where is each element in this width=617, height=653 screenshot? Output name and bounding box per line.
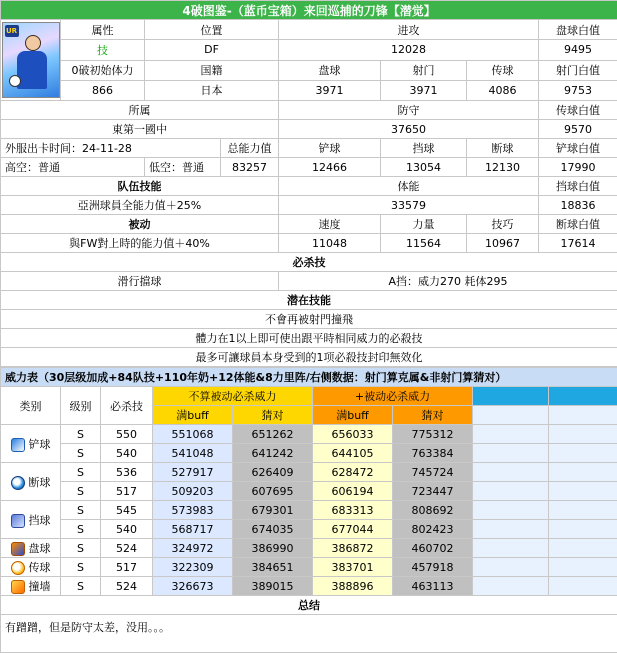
skill-value: 540: [101, 520, 153, 539]
guess-passive-value: 763384: [393, 444, 473, 463]
guess-passive-value: 463113: [393, 577, 473, 596]
extra-cell: [549, 577, 617, 596]
value-team: 東第一國中: [1, 120, 279, 139]
block-icon: [11, 514, 25, 528]
rank: S: [61, 577, 101, 596]
value-power: 11564: [381, 234, 467, 253]
value-stamina: 33579: [279, 196, 539, 215]
category-wall: 撞墙: [1, 577, 61, 596]
player-card: [1, 20, 61, 101]
skill-value: 524: [101, 539, 153, 558]
value-dribble-white: 9495: [539, 40, 617, 60]
player-card-image: [2, 22, 60, 98]
low-ball: 低空：普通: [145, 158, 221, 177]
label-team-skill: 队伍技能: [1, 177, 279, 196]
label-dribble: 盘球: [279, 60, 381, 80]
label-shoot: 射门: [381, 60, 467, 80]
full-buff-passive-value: 683313: [313, 501, 393, 520]
extra-cell: [549, 539, 617, 558]
label-block-white: 挡球白值: [539, 177, 617, 196]
extra-cell: [549, 482, 617, 501]
value-intercept: 12130: [467, 158, 539, 177]
skill-value: 524: [101, 577, 153, 596]
label-initial-stamina: 0破初始体力: [61, 60, 145, 80]
latent-header: 潜在技能: [1, 291, 617, 310]
category-tackle: 铲球: [1, 425, 61, 463]
col-extra-1: [473, 387, 549, 406]
label-total: 总能力值: [221, 139, 279, 158]
rank: S: [61, 501, 101, 520]
power-table-title: 威力表（30层级加成+84队技+110年奶+12体能&8力里阵/右侧数据：射门算克属&非射门算猜对）: [1, 368, 617, 387]
value-tackle-white: 17990: [539, 158, 617, 177]
label-passive: 被动: [1, 215, 279, 234]
rank: S: [61, 425, 101, 444]
full-buff-passive-value: 677044: [313, 520, 393, 539]
col-extra-3: [473, 406, 549, 425]
extra-cell: [473, 577, 549, 596]
skill-value: 540: [101, 444, 153, 463]
extra-cell: [473, 425, 549, 444]
value-dribble: 3971: [279, 80, 381, 100]
col-extra-2: [549, 387, 617, 406]
guess-value: 386990: [233, 539, 313, 558]
label-attribute: 属性: [61, 20, 145, 40]
full-buff-passive-value: 388896: [313, 577, 393, 596]
value-shoot: 3971: [381, 80, 467, 100]
rank: S: [61, 444, 101, 463]
extra-cell: [473, 539, 549, 558]
label-position: 位置: [145, 20, 279, 40]
col-guess-passive: 猜对: [393, 406, 473, 425]
latent-skill: 不會再被射門撞飛: [1, 310, 617, 329]
col-skill: 必杀技: [101, 387, 153, 425]
full-buff-value: 568717: [153, 520, 233, 539]
value-block-white: 18836: [539, 196, 617, 215]
value-shoot-white: 9753: [539, 80, 617, 100]
col-full-buff-passive: 满buff: [313, 406, 393, 425]
extra-cell: [473, 463, 549, 482]
latent-skill: 體力在1以上即可使出跟平時相同威力的必殺技: [1, 329, 617, 348]
label-power: 力量: [381, 215, 467, 234]
col-full-buff: 满buff: [153, 406, 233, 425]
player-head: [25, 35, 41, 51]
category-pass: 传球: [1, 558, 61, 577]
extra-cell: [549, 444, 617, 463]
col-rank: 级别: [61, 387, 101, 425]
label-shoot-white: 射门白值: [539, 60, 617, 80]
label-nationality: 国籍: [145, 60, 279, 80]
rank: S: [61, 558, 101, 577]
guess-passive-value: 775312: [393, 425, 473, 444]
guess-value: 607695: [233, 482, 313, 501]
value-pass: 4086: [467, 80, 539, 100]
extra-cell: [549, 520, 617, 539]
wall-icon: [11, 580, 25, 594]
rank: S: [61, 520, 101, 539]
dribble-icon: [11, 542, 25, 556]
ball-icon: [9, 75, 21, 87]
category-intercept: 断球: [1, 463, 61, 501]
value-technique: 10967: [467, 234, 539, 253]
full-buff-passive-value: 644105: [313, 444, 393, 463]
col-extra-4: [549, 406, 617, 425]
latent-skill: 最多可讓球員本身受到的1项必殺技封印無效化: [1, 348, 617, 367]
guess-passive-value: 723447: [393, 482, 473, 501]
skill-value: 550: [101, 425, 153, 444]
extra-cell: [549, 425, 617, 444]
extra-cell: [473, 501, 549, 520]
value-initial-stamina: 866: [61, 80, 145, 100]
extra-cell: [549, 558, 617, 577]
guess-value: 674035: [233, 520, 313, 539]
full-buff-value: 573983: [153, 501, 233, 520]
col-category: 类别: [1, 387, 61, 425]
value-team-skill: 亞洲球員全能力值＋25%: [1, 196, 279, 215]
guess-value: 389015: [233, 577, 313, 596]
rank: S: [61, 539, 101, 558]
label-technique: 技巧: [467, 215, 539, 234]
skill-value: 517: [101, 482, 153, 501]
extra-cell: [473, 520, 549, 539]
label-block: 挡球: [381, 139, 467, 158]
full-buff-passive-value: 656033: [313, 425, 393, 444]
extra-cell: [549, 463, 617, 482]
guess-passive-value: 745724: [393, 463, 473, 482]
value-position: DF: [145, 40, 279, 60]
summary-text: 有蹭蹭，但是防守太差，没用。。。: [1, 615, 617, 653]
special-detail: A挡：威力270 耗体295: [279, 272, 617, 291]
special-name: 滑行擋球: [1, 272, 279, 291]
full-buff-value: 509203: [153, 482, 233, 501]
power-table: [0, 367, 617, 653]
extra-cell: [473, 444, 549, 463]
rarity-badge: UR: [5, 25, 19, 37]
full-buff-passive-value: 606194: [313, 482, 393, 501]
label-stamina: 体能: [279, 177, 539, 196]
value-passive: 與FW對上時的能力值＋40%: [1, 234, 279, 253]
col-no-passive: 不算被动必杀威力: [153, 387, 313, 406]
rank: S: [61, 463, 101, 482]
full-buff-passive-value: 386872: [313, 539, 393, 558]
value-tackle: 12466: [279, 158, 381, 177]
full-buff-passive-value: 383701: [313, 558, 393, 577]
tackle-icon: [11, 438, 25, 452]
col-guess: 猜对: [233, 406, 313, 425]
label-intercept-white: 断球白值: [539, 215, 617, 234]
value-intercept-white: 17614: [539, 234, 617, 253]
high-ball: 高空：普通: [1, 158, 145, 177]
full-buff-value: 551068: [153, 425, 233, 444]
full-buff-value: 527917: [153, 463, 233, 482]
col-with-passive: +被动必杀威力: [313, 387, 473, 406]
label-tackle-white: 铲球白值: [539, 139, 617, 158]
value-speed: 11048: [279, 234, 381, 253]
guess-value: 651262: [233, 425, 313, 444]
full-buff-value: 326673: [153, 577, 233, 596]
full-buff-value: 322309: [153, 558, 233, 577]
label-attack: 进攻: [279, 20, 539, 40]
guess-passive-value: 802423: [393, 520, 473, 539]
page-title: 4破图鉴-（蓝币宝箱）来回巡捕的刀锋【潜觉】: [1, 1, 617, 20]
skill-value: 545: [101, 501, 153, 520]
skill-value: 517: [101, 558, 153, 577]
full-buff-value: 541048: [153, 444, 233, 463]
extra-cell: [473, 558, 549, 577]
guess-passive-value: 808692: [393, 501, 473, 520]
rank: S: [61, 482, 101, 501]
value-defense: 37650: [279, 120, 539, 139]
extra-cell: [473, 482, 549, 501]
guess-value: 641242: [233, 444, 313, 463]
release-date: 外服出卡时间：24-11-28: [1, 139, 221, 158]
value-attribute: 技: [61, 40, 145, 60]
category-block: 挡球: [1, 501, 61, 539]
player-body: [17, 51, 47, 89]
label-pass-white: 传球白值: [539, 101, 617, 120]
label-speed: 速度: [279, 215, 381, 234]
intercept-icon: [11, 476, 25, 490]
summary-header: 总结: [1, 596, 617, 615]
value-nationality: 日本: [145, 80, 279, 100]
value-total: 83257: [221, 158, 279, 177]
guess-passive-value: 457918: [393, 558, 473, 577]
label-defense: 防守: [279, 101, 539, 120]
pass-icon: [11, 561, 25, 575]
value-pass-white: 9570: [539, 120, 617, 139]
value-block: 13054: [381, 158, 467, 177]
special-header: 必杀技: [1, 253, 617, 272]
skill-value: 536: [101, 463, 153, 482]
guess-value: 384651: [233, 558, 313, 577]
guess-passive-value: 460702: [393, 539, 473, 558]
guess-value: 679301: [233, 501, 313, 520]
label-tackle: 铲球: [279, 139, 381, 158]
label-dribble-white: 盘球白值: [539, 20, 617, 40]
full-buff-value: 324972: [153, 539, 233, 558]
label-team: 所属: [1, 101, 279, 120]
category-dribble: 盘球: [1, 539, 61, 558]
extra-cell: [549, 501, 617, 520]
value-attack: 12028: [279, 40, 539, 60]
full-buff-passive-value: 628472: [313, 463, 393, 482]
label-pass: 传球: [467, 60, 539, 80]
guess-value: 626409: [233, 463, 313, 482]
label-intercept: 断球: [467, 139, 539, 158]
